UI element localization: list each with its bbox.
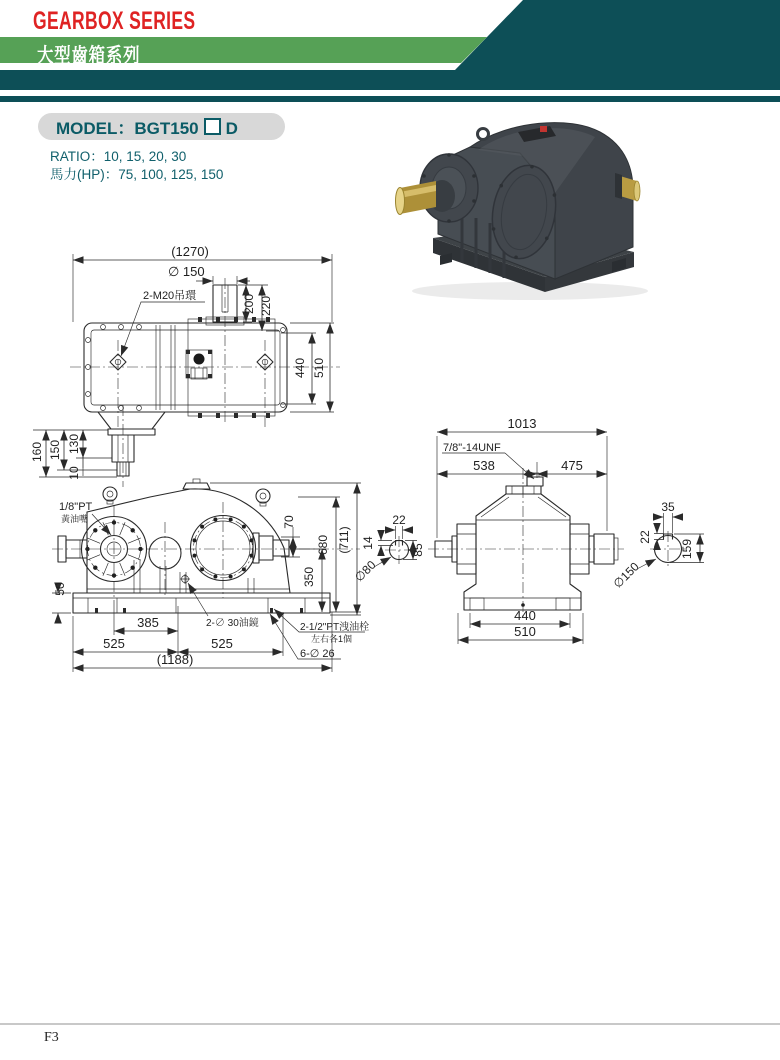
dim-input-22: 22: [392, 513, 406, 527]
dim-525-right: 525: [211, 636, 233, 651]
dim-70: 70: [282, 515, 296, 529]
note-grease-pt: 1/8"PT: [59, 501, 93, 513]
dim-input-85: 85: [411, 543, 425, 557]
dim-output-35: 35: [661, 500, 675, 514]
series-title-zh: 大型齒箱系列: [37, 45, 141, 67]
note-holes: 6-∅ 26: [300, 648, 335, 660]
product-photo: [396, 123, 649, 300]
input-shaft-detail: [352, 513, 425, 585]
dim-1270: (1270): [171, 244, 209, 259]
model-suffix: D: [225, 119, 238, 138]
note-drain-2: 左右各1個: [311, 634, 353, 644]
dim-200: 200: [242, 293, 256, 315]
note-sight-glass: 2-∅ 30油鏡: [206, 618, 259, 629]
dim-50: 50: [53, 582, 67, 596]
model-label: MODEL：BGT150: [56, 119, 199, 138]
dim-440-top: 440: [293, 357, 307, 379]
dim-680: 680: [316, 534, 330, 556]
dim-input-14: 14: [361, 536, 375, 550]
dim-150-left: 150: [48, 439, 62, 461]
dim-10: 10: [67, 466, 81, 480]
series-title-en: GEARBOX SERIES: [33, 7, 196, 35]
ratio-line: RATIO：10, 15, 20, 30: [50, 149, 187, 164]
dim-output-22: 22: [638, 530, 652, 544]
dim-475: 475: [561, 458, 583, 473]
footer-rule: [0, 1023, 780, 1025]
dim-1013: 1013: [507, 416, 537, 431]
note-eyebolt: 2-M20吊環: [143, 290, 197, 302]
dim-output-159: 159: [680, 538, 694, 560]
dim-dia150-top: ∅ 150: [168, 264, 205, 279]
dim-525-left: 525: [103, 636, 125, 651]
dim-160: 160: [30, 441, 44, 463]
dim-350: 350: [302, 566, 316, 588]
note-grease-zh: 黃油嘴: [61, 514, 89, 524]
dim-output-dia150: ∅150: [610, 559, 642, 591]
dim-440-side: 440: [514, 608, 536, 623]
top-view-drawing: [30, 244, 340, 487]
dim-510-top: 510: [312, 357, 326, 379]
dim-220: 220: [259, 295, 273, 317]
side-view-drawing: [428, 416, 624, 644]
front-view-drawing: [52, 479, 369, 672]
page-number: F3: [44, 1030, 59, 1045]
output-shaft-detail: [610, 500, 704, 591]
power-line: 馬力(HP)：75, 100, 125, 150: [50, 167, 224, 182]
dim-538: 538: [473, 458, 495, 473]
dim-1188: (1188): [156, 652, 194, 667]
dim-711: (711): [337, 526, 351, 554]
note-thread: 7/8"-14UNF: [443, 442, 501, 454]
dim-385: 385: [137, 615, 159, 630]
dim-510-side: 510: [514, 624, 536, 639]
dim-input-dia80: ∅80: [351, 557, 379, 585]
dim-130: 130: [67, 433, 81, 455]
note-drain-1: 2-1/2"PT洩油栓: [300, 622, 370, 633]
